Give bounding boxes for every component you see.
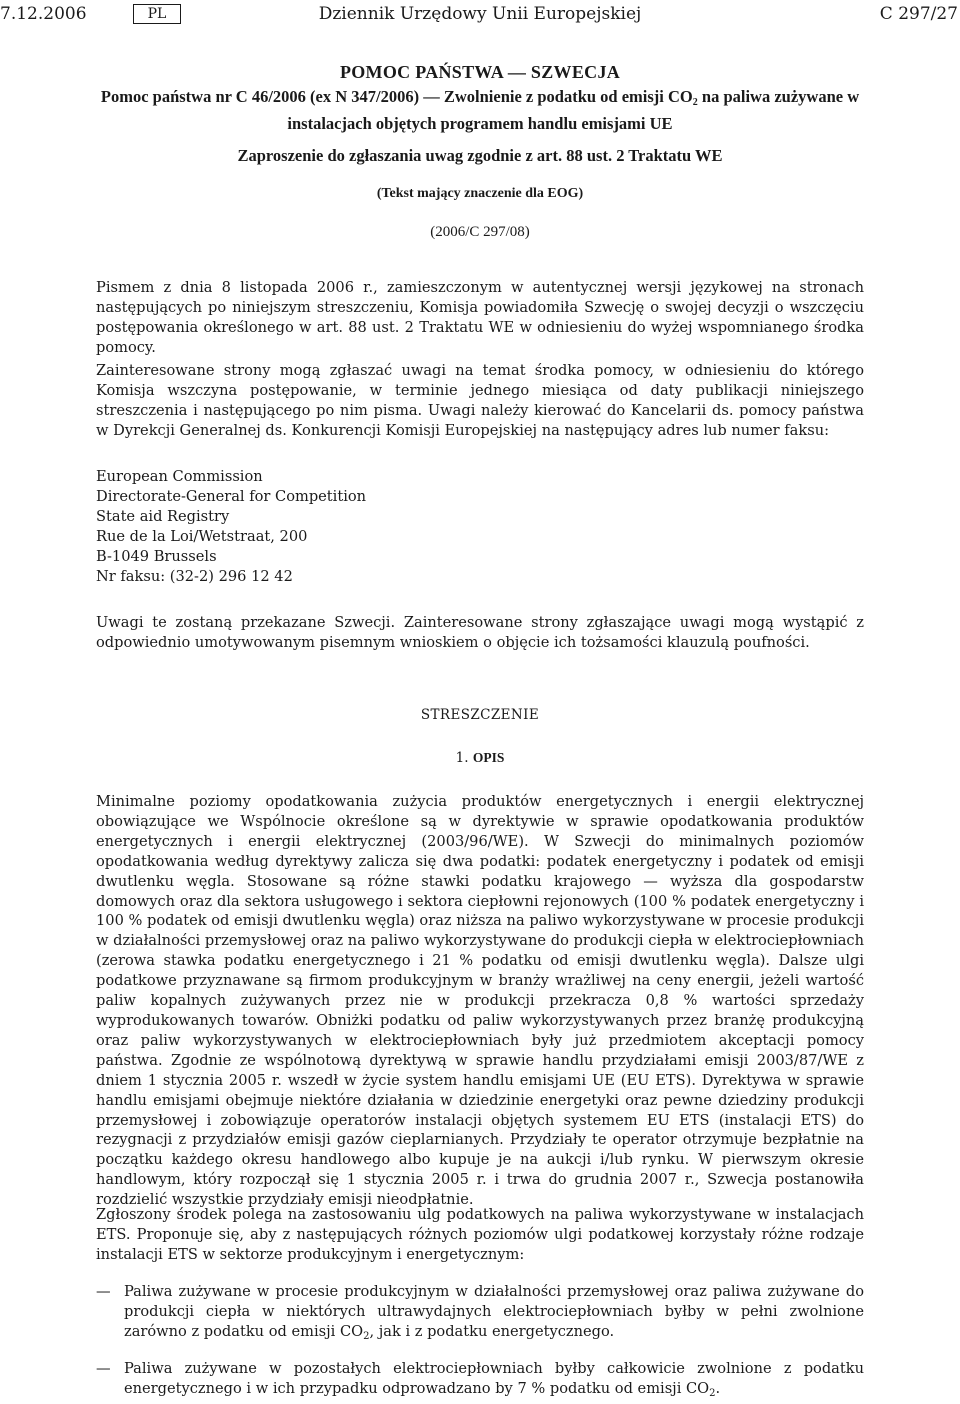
section-heading (96, 748, 864, 768)
paragraph-comments-invitation: Zainteresowane strony mogą zgłaszać uwagi na temat środka pomocy, w odniesieniu do którego Komisja wszczyna postępowanie, w terminie jednego miesiąca od daty publikacji niniejszego streszczenia i następującego po nim pisma. Uwagi należy kierować do Kancelarii ds. pomocy państwa w Dyrekcji Generalnej ds. Konkurencji Komisji Europejskiej na następujący adres lub numer faksu: (96, 362, 864, 439)
language-badge: PL (133, 4, 181, 24)
list-item-text (124, 1359, 864, 1404)
paragraph-notified-measure: Zgłoszony środek polega na zastosowaniu ulg podatkowych na paliwa wykorzystywane w instalacjach ETS. Proponuje się, aby z następujących różnych poziomów ulgi podatkowej korzystały różne rodzaje instalacji ETS w sektorze produkcyjnym i energetycznym: (96, 1206, 864, 1263)
document-reference: (2006/C 297/08) (430, 224, 530, 240)
aid-subject (96, 86, 864, 134)
publication-date: 7.12.2006 (0, 4, 87, 24)
document-title: POMOC PAŃSTWA — SZWECJA (339, 62, 621, 82)
aid-subject-text-end: na paliwa zużywane w instalacjach objętych programem handlu emisjami UE (287, 87, 860, 133)
list-item-text-part: , jak i z podatku energetycznego. (369, 1322, 615, 1340)
list-item-text-part: Paliwa zużywane w pozostałych elektrociepłowniach byłby całkowicie zwolnione z podatku energetycznego i w ich przypadku odprowadzano by 7 % podatku od emisji CO (124, 1360, 864, 1397)
fax-number: Nr faksu: (32-2) 296 12 42 (96, 568, 293, 585)
address-line: B-1049 Brussels (96, 548, 217, 565)
list-item-text-part: . (715, 1379, 721, 1397)
address-line: Directorate-General for Competition (96, 488, 367, 505)
summary-heading: STRESZCZENIE (420, 707, 540, 723)
co2-subscript: 2 (692, 97, 698, 108)
dash-marker: — (96, 1283, 111, 1300)
eea-relevance-note: (Tekst mający znaczenie dla EOG) (376, 186, 584, 201)
co2-subscript: 2 (709, 1387, 716, 1399)
paragraph-description: Minimalne poziomy opodatkowania zużycia produktów energetycznych i energii elektrycznej obowiązujące we Wspólnocie określone są w dyrektywie w sprawie opodatkowania produktów energetycznych i energii elektrycznej (2003/96/WE). W Szwecji do minimalnych poziomów opodatkowania według dyrektywy zalicza się dwa podatki: podatek energetyczny i podatek od emisji dwutlenku węgla. Stosowane są różne stawki podatku krajowego — wyższa dla gospodarstw domowych oraz dla sektora usługowego i sektora ciepłowni rejonowych (100 % podatek energetyczny i 100 % podatek od emisji dwutlenku węgla) oraz niższa na paliwo wykorzystywane w procesie produkcji w działalności przemysłowej oraz na paliwo wykorzystywane do produkcji ciepła w elektrociepłowniach (zerowa stawka podatku energetycznego i 21 % podatku od emisji dwutlenku węgla). Dalsze ulgi podatkowe przyznawane są firmom produkcyjnym w branży wrażliwej na ceny energii, jeżeli wartość paliw kopalnych zużywanych przez nie w produkcji przekracza 0,8 % wartości sprzedaży wyprodukowanych towarów. Obniżki podatku od paliw wykorzystywanych przez branżę produkcyjną oraz paliw wykorzystywanych w elektrociepłowniach były już przedmiotem akceptacji pomocy państwa. Zgodnie ze wspólnotową dyrektywą w sprawie handlu przydziałami emisji 2003/87/WE z dniem 1 stycznia 2005 r. wszedł w życie system handlu emisjami UE (EU ETS). Dyrektywa w sprawie handlu emisjami obejmuje niektóre działania w dziedzinie energetyki oraz pewne dziedziny produkcji przemysłowej i zobowiązuje operatorów instalacji objętych systemem EU ETS (instalacji ETS) do rezygnacji z przydziałów emisji gazów cieplarnianych. Przydziały te operator otrzymuje bezpłatnie na początku każdego okresu handlowego albo kupuje je na aukcji i/lub rynku. W pierwszym okresie handlowym, który rozpoczął się 1 stycznia 2005 r. i trwa do grudnia 2007 r., Szwecja postanowiła rozdzielić wszystkie przydziały emisji nieodpłatnie. (96, 793, 864, 1209)
list-item-text (124, 1282, 864, 1347)
section-title: OPIS (472, 750, 505, 765)
address-block (96, 467, 496, 587)
list-item (96, 1359, 864, 1404)
paragraph-confidentiality: Uwagi te zostaną przekazane Szwecji. Zainteresowane strony zgłaszające uwagi mogą wystąpić z odpowiednio umotywowanym pisemnym wnioskiem o objęcie ich tożsamości klauzulą poufności. (96, 614, 864, 651)
address-line: European Commission (96, 468, 263, 485)
aid-subject-text: Pomoc państwa nr C 46/2006 (ex N 347/2006) — Zwolnienie z podatku od emisji CO (100, 87, 693, 106)
section-number: 1. (455, 750, 469, 766)
issue-number: C 297/27 (879, 4, 958, 24)
dash-marker: — (96, 1360, 111, 1377)
page-header (0, 0, 960, 28)
journal-title: Dziennik Urzędowy Unii Europejskiej (318, 4, 642, 24)
paragraph-letter-notice: Pismem z dnia 8 listopada 2006 r., zamieszczonym w autentycznej wersji językowej na stronach następujących po niniejszym streszczeniu, Komisja powiadomiła Szwecję o swojej decyzji o wszczęciu postępowania określonego w art. 88 ust. 2 Traktatu WE w odniesieniu do wyżej wspomnianego środka pomocy. (96, 279, 864, 356)
address-line: Rue de la Loi/Wetstraat, 200 (96, 528, 308, 545)
address-line: State aid Registry (96, 508, 230, 525)
list-item-text-part: Paliwa zużywane w procesie produkcyjnym w działalności przemysłowej oraz paliwa zużywane do produkcji ciepła w niektórych ultrawydajnych elektrociepłowniach byłby w pełni zwolnione zarówno z podatku od emisji CO (124, 1283, 864, 1340)
list-item (96, 1282, 864, 1347)
co2-subscript: 2 (363, 1330, 370, 1342)
invitation-heading: Zaproszenie do zgłaszania uwag zgodnie z art. 88 ust. 2 Traktatu WE (237, 146, 723, 165)
